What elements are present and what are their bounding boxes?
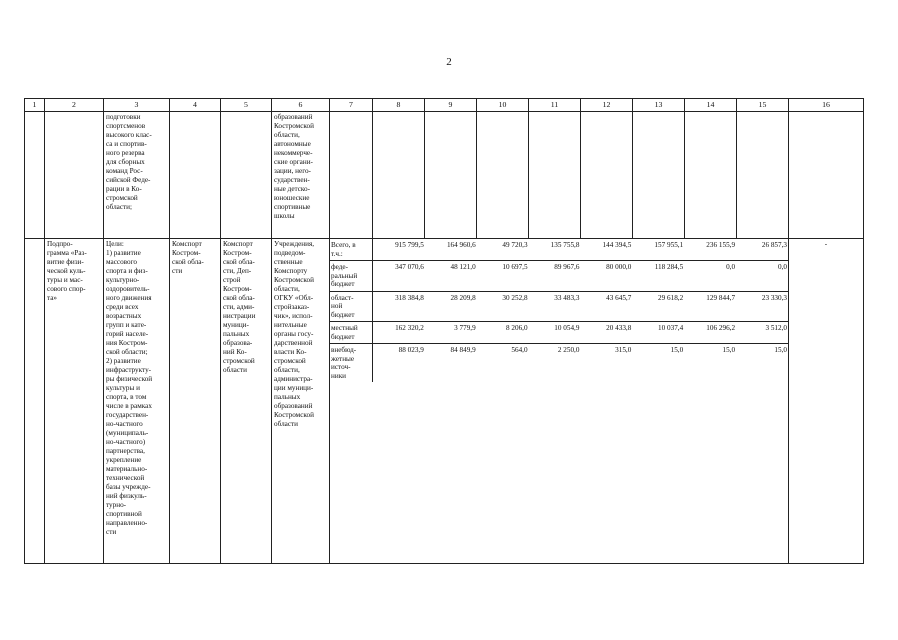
responsible-executor: Комспорт Костром- ской обла- сти	[170, 239, 221, 564]
subprogram-name: Подпро- грамма «Раз- витие физи- ческой куль- туры и мас- сового спор- та»	[45, 239, 104, 564]
goal-text: подготовки спортсменов высокого клас- са и спортив- ного резерва для сборных команд Рос- сийской Феде- рации в Ко- стромской области;	[104, 112, 170, 239]
header-cell: 16	[789, 99, 864, 112]
amount-cell: 28 209,8	[425, 291, 477, 322]
header-cell: 9	[425, 99, 477, 112]
amount-cell: 30 252,8	[477, 291, 529, 322]
funding-row	[330, 291, 788, 322]
header-cell: 5	[221, 99, 272, 112]
amount-cell: 3 512,0	[736, 322, 788, 344]
amount-cell: 162 320,2	[373, 322, 425, 344]
amount-cell: 347 070,6	[373, 261, 425, 292]
header-cell: 1	[25, 99, 45, 112]
funding-row	[330, 239, 788, 261]
amount-cell: 33 483,3	[529, 291, 581, 322]
amount-cell: 135 755,8	[529, 239, 581, 261]
funding-row	[330, 344, 788, 383]
header-cell: 15	[737, 99, 789, 112]
co-executors: Комспорт Костром- ской обла- сти, Деп- строй Костром- ской обла- сти, адми- нистрации муници- пальных образова- ний Ко- стромской области	[221, 239, 272, 564]
amount-cell: 315,0	[615, 346, 632, 354]
amount-cell: 164 960,6	[425, 239, 477, 261]
amount-cell: 89 967,6	[529, 261, 581, 292]
header-cell: 3	[104, 99, 170, 112]
funding-source: феде- ральный бюджет	[330, 261, 373, 292]
header-cell: 11	[529, 99, 581, 112]
participants: Учреждения, подведом- ственные Комспорту Костромской области, ОГКУ «Обл- стройзаказ- чик», испол- нительные органы госу- дарственной власти Ко- стромской области, администра- ции муници- пальных образований Костромской области	[272, 239, 330, 564]
amount-cell: 48 121,0	[425, 261, 477, 292]
amount-cell: 157 955,1	[632, 239, 684, 261]
amount-cell: 80 000,0	[580, 261, 632, 292]
header-cell: 10	[477, 99, 529, 112]
amount-cell: 15,0	[774, 346, 787, 354]
amount-cell: 15,0	[722, 346, 736, 354]
amount-cell: 10 054,9	[529, 322, 581, 344]
amount-cell: 3 779,9	[425, 322, 477, 344]
header-cell: 6	[272, 99, 330, 112]
funding-block	[330, 239, 789, 564]
amount-cell: 106 296,2	[684, 322, 736, 344]
table-row	[25, 239, 864, 564]
funding-source: внебюд- жетные источ- ники	[330, 344, 373, 383]
executors-text: образований Костромской области, автономные некоммерче- ские органи- зации, него- сударствен- ные детско- юношеские спортивные школы	[272, 112, 330, 239]
amount-cell: 84 849,9	[450, 346, 476, 354]
funding-source: област- ной бюджет	[330, 291, 373, 322]
amount-cell: 10 697,5	[477, 261, 529, 292]
funding-table	[330, 239, 788, 382]
amount-cell: 10 037,4	[632, 322, 684, 344]
page-number: 2	[446, 56, 452, 68]
amount-cell: 915 799,5	[373, 239, 425, 261]
header-row	[25, 99, 864, 112]
amount-cell: 49 720,3	[477, 239, 529, 261]
notes-cell: -	[789, 239, 864, 564]
amount-cell: 318 384,8	[373, 291, 425, 322]
amount-cell: 23 330,3	[736, 291, 788, 322]
amount-cell: 88 023,9	[398, 346, 424, 354]
program-table	[24, 98, 864, 564]
funding-row	[330, 261, 788, 292]
amount-cell: 26 857,3	[736, 239, 788, 261]
amount-cell: 118 284,5	[632, 261, 684, 292]
header-cell: 7	[330, 99, 373, 112]
amount-cell: 129 844,7	[684, 291, 736, 322]
amount-cell: 43 645,7	[580, 291, 632, 322]
header-cell: 13	[633, 99, 685, 112]
amount-cell: 29 618,2	[632, 291, 684, 322]
funding-source: Всего, в т.ч.:	[330, 239, 373, 261]
amount-cell: 2 250,0	[557, 346, 580, 354]
amount-cell: 144 394,5	[580, 239, 632, 261]
amount-cell: 0,0	[736, 261, 788, 292]
amount-cell: 8 206,0	[477, 322, 529, 344]
amount-cell: 236 155,9	[684, 239, 736, 261]
amount-cell: 0,0	[684, 261, 736, 292]
header-cell: 12	[581, 99, 633, 112]
table-row	[25, 112, 864, 239]
funding-row	[330, 322, 788, 344]
funding-source: местный бюджет	[330, 322, 373, 344]
header-cell: 8	[373, 99, 425, 112]
header-cell: 4	[170, 99, 221, 112]
amount-cell: 20 433,8	[580, 322, 632, 344]
amount-cell: 564,0	[511, 346, 528, 354]
header-cell: 2	[45, 99, 104, 112]
amount-cell: 15,0	[670, 346, 684, 354]
header-cell: 14	[685, 99, 737, 112]
goals-text: Цели: 1) развитие массового спорта и физ- культурно- оздоровитель- ного движения среди всех возрастных групп и кате- горий населе- ния Костром- ской области; 2) развитие инфраструкту- ры физической культуры и спорта, в том числе в рамках государствен- но-частного (муниципаль- но-частного) партнерства, укрепление материально- технической базы учрежде- ний физкуль- турно- спортивной направленно- сти	[104, 239, 170, 564]
